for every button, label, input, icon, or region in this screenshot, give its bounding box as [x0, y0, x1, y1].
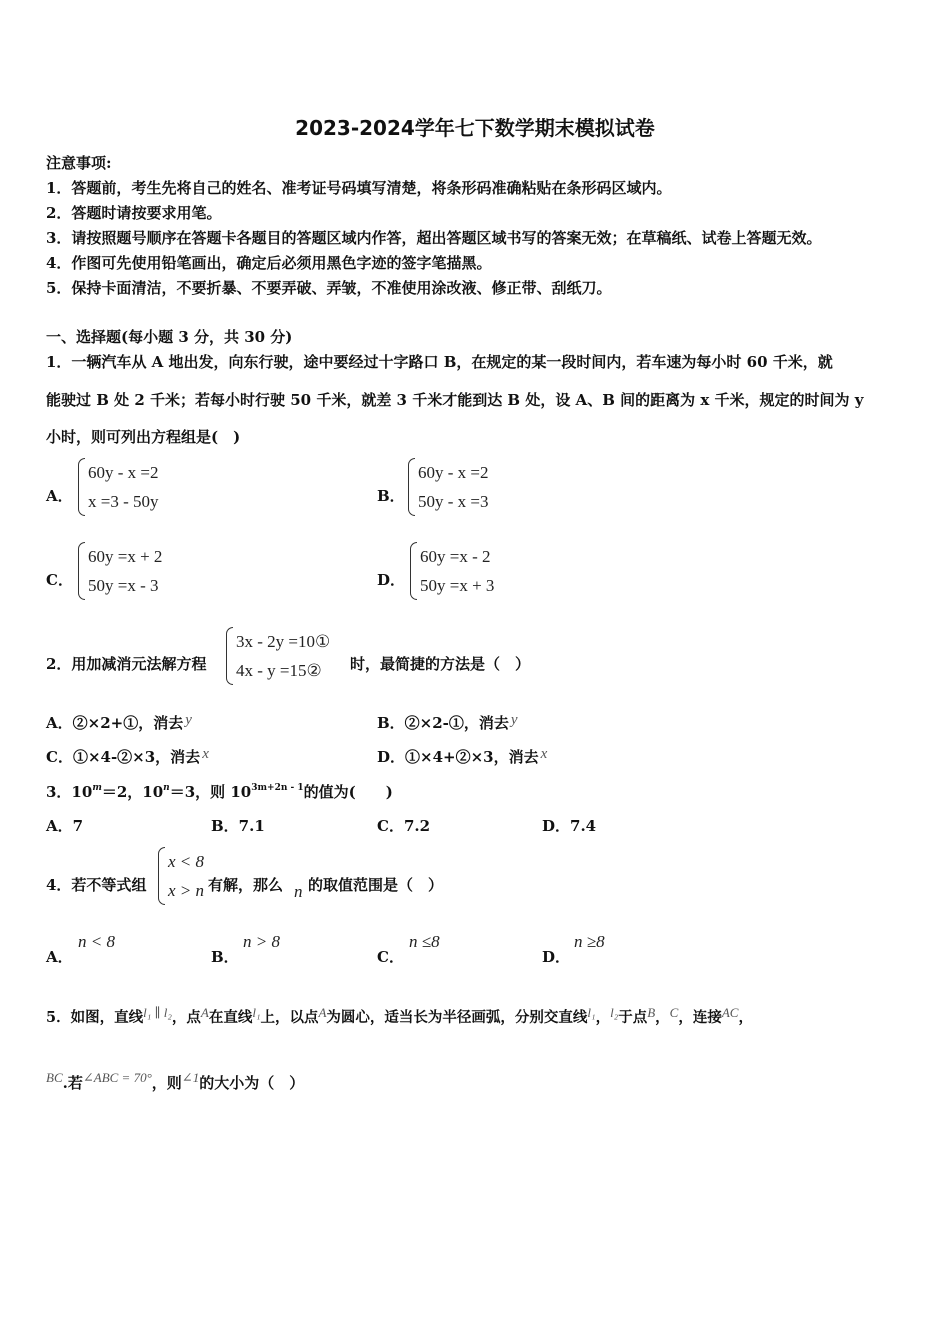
q4-option-c-label: C．	[377, 948, 404, 966]
q3-option-b: B．7.1	[211, 817, 265, 835]
q4-option-a-label: A．	[46, 948, 73, 966]
question-5-text: 5．如图，直线l₁ ∥ l₂，点A在直线l₁上，以点A为圆心，适当长为半径画弧，分别交直线l₁，l₂于点B，C，连接AC，	[46, 1005, 753, 1026]
q1-option-b-system: 60y - x =2 50y - x =3	[408, 458, 489, 516]
q3-option-a: A．7	[46, 817, 84, 835]
question-4-suffix: 的取值范围是（ ）	[308, 876, 444, 894]
page-title: 2023-2024学年七下数学期末模拟试卷	[295, 116, 655, 140]
q4-system: x < 8 x > n	[158, 847, 204, 905]
notice-item: 2．答题时请按要求用笔。	[46, 204, 222, 222]
question-2-prefix: 2．用加减消元法解方程	[46, 655, 207, 673]
q2-option-a: A．②×2+①，消去 y	[46, 712, 192, 732]
question-4-prefix: 4．若不等式组	[46, 876, 147, 894]
q4-option-a-expr: n < 8	[78, 932, 115, 951]
q3-option-d: D．7.4	[542, 817, 597, 835]
q4-option-d-expr: n ≥8	[574, 932, 605, 951]
question-3-text: 3．$10^m=2$，$10^n=3$，则 $10^{3m+2n - 1}$的值为( )	[46, 783, 393, 801]
notice-item: 4．作图可先使用铅笔画出，确定后必须用黑色字迹的签字笔描黑。	[46, 254, 492, 272]
q4-variable: n	[294, 882, 303, 901]
q2-system: 3x - 2y =10① 4x - y =15②	[226, 627, 330, 685]
question-1-text: 能驶过 B 处 2 千米；若每小时行驶 50 千米，就差 3 千米才能到达 B 处，设 A、B 间的距离为 x 千米，规定的时间为 y	[46, 391, 864, 409]
q4-option-c-expr: n ≤8	[409, 932, 440, 951]
question-1-text: 1．一辆汽车从 A 地出发，向东行驶，途中要经过十字路口 B，在规定的某一段时间内，若车速为每小时 60 千米，就	[46, 353, 833, 371]
notice-heading: 注意事项:	[46, 154, 112, 172]
q1-option-a-label: A．	[46, 487, 73, 505]
notice-item: 1．答题前，考生先将自己的姓名、准考证号码填写清楚，将条形码准确粘贴在条形码区域内。	[46, 179, 672, 197]
question-2-suffix: 时，最简捷的方法是（ ）	[350, 655, 531, 673]
q1-option-d-system: 60y =x - 2 50y =x + 3	[410, 542, 494, 600]
q1-option-c-system: 60y =x + 2 50y =x - 3	[78, 542, 162, 600]
q4-option-d-label: D．	[542, 948, 571, 966]
q1-option-b-label: B．	[377, 487, 405, 505]
question-1-text: 小时，则可列出方程组是( )	[46, 428, 241, 446]
q1-option-d-label: D．	[377, 571, 406, 589]
q1-option-a-system: 60y - x =2 x =3 - 50y	[78, 458, 159, 516]
q1-option-c-label: C．	[46, 571, 73, 589]
notice-item: 5．保持卡面清洁，不要折暴、不要弄破、弄皱，不准使用涂改液、修正带、刮纸刀。	[46, 279, 612, 297]
question-5-text-cont: BC.若∠ABC = 70°，则∠1的大小为（ ）	[46, 1070, 305, 1092]
q4-option-b-expr: n > 8	[243, 932, 280, 951]
section-heading: 一、选择题(每小题 3 分，共 30 分)	[46, 328, 293, 346]
q4-option-b-label: B．	[211, 948, 239, 966]
q2-option-d: D．①×4+②×3，消去 x	[377, 746, 548, 766]
q2-option-c: C．①×4-②×3，消去 x	[46, 746, 209, 766]
notice-item: 3．请按照题号顺序在答题卡各题目的答题区域内作答，超出答题区域书写的答案无效；在草稿纸、试卷上答题无效。	[46, 229, 822, 247]
question-4-mid: 有解，那么	[208, 876, 284, 894]
q2-option-b: B．②×2-①，消去 y	[377, 712, 518, 732]
q3-option-c: C．7.2	[377, 817, 431, 835]
